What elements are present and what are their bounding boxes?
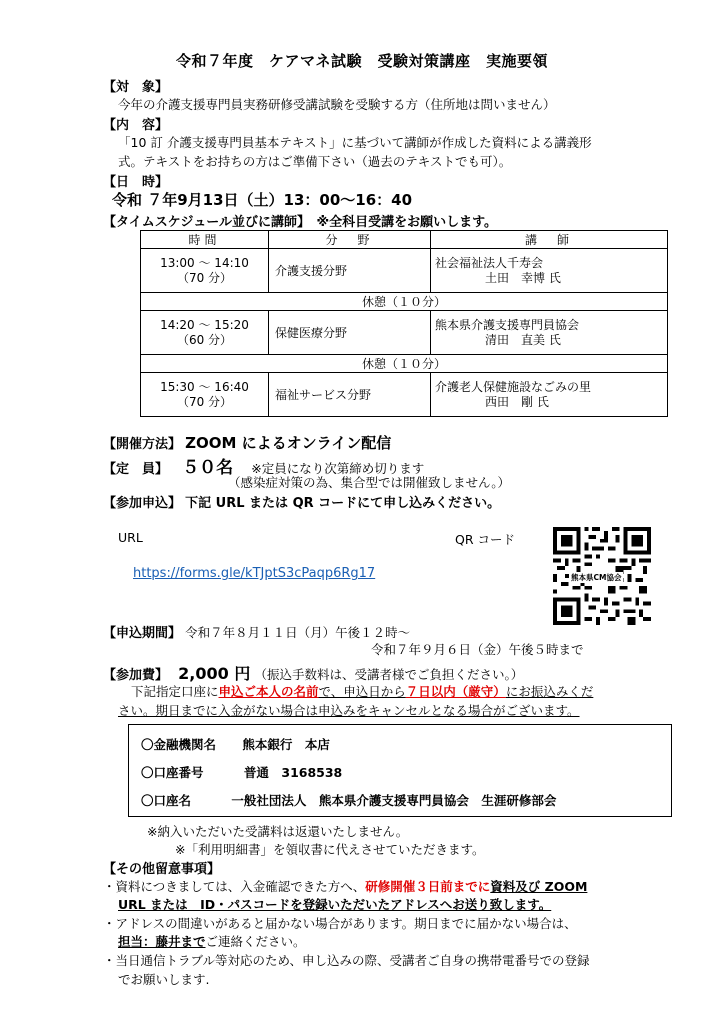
other-item2-line1: ・アドレスの間違いがあると届かない場合があります。期日までに届かない場合は、 <box>103 916 577 931</box>
other-item3-line1: ・当日通信トラブル等対応のため、申し込みの際、受講者ご自身の携帯電番号での登録 <box>103 953 590 968</box>
receipt-note: ※「利用明細書」を領収書に代えさせていただきます。 <box>175 842 485 857</box>
date-heading: 【日 時】 <box>103 175 169 190</box>
other-item2-text: ご連絡ください。 <box>205 934 306 949</box>
other-item1-text: ・資料につきましては、入金確認できた方へ、 <box>103 879 366 894</box>
apply-text: 下記 URL または QR コードにて申し込みください。 <box>185 496 501 511</box>
schedule-heading: 【タイムスケジュール並びに講師】 ※全科目受講をお願いします。 <box>103 215 498 230</box>
method-heading: 【開催方法】 <box>103 437 182 452</box>
session-time <box>141 373 269 417</box>
fee-amount: 2,000 円 <box>178 664 251 683</box>
period-line2: 令和７年９月６日（金）午後５時まで <box>371 642 584 657</box>
break-label: 休憩（１０分） <box>141 355 668 373</box>
fee-emphasis-name: 申込ご本人の名前 <box>218 684 319 699</box>
break-label: 休憩（１０分） <box>141 293 668 311</box>
application-form-link[interactable]: https://forms.gle/kTJptS3cPaqp6Rg17 <box>133 566 376 581</box>
fee-row <box>103 661 523 684</box>
session-field: 介護支援分野 <box>269 249 431 293</box>
session-duration: （70 分） <box>176 270 233 285</box>
apply-row <box>103 492 500 511</box>
schedule-table <box>140 230 668 417</box>
bank-name-value: 熊本銀行 本店 <box>242 737 330 752</box>
bank-holder-label: 〇口座名 <box>141 793 192 808</box>
refund-note: ※納入いただいた受講料は返還いたしません。 <box>147 824 409 839</box>
method-text: ZOOM によるオンライン配信 <box>185 434 392 452</box>
session-instructor <box>431 311 668 355</box>
session-row <box>141 373 668 417</box>
fee-instruction-line1 <box>131 682 593 700</box>
content-line2: 式。テキストをお持ちの方はご準備下さい（過去のテキストでも可）。 <box>118 154 512 169</box>
capacity-value: ５０名 <box>182 458 234 478</box>
capacity-note: ※定員になり次第締め切ります <box>251 461 425 476</box>
qr-center-caption: 熊本県CM協会 <box>571 573 622 582</box>
session-duration: （60 分） <box>176 332 233 347</box>
col-instructor-header: 講 師 <box>431 231 668 249</box>
url-label: URL <box>118 530 143 545</box>
bank-holder-value: 一般社団法人 熊本県介護支援専門員協会 生涯研修部会 <box>231 793 557 808</box>
instructor-name: 西田 剛 氏 <box>485 394 549 409</box>
fee-instruction-text: で、申込日から <box>318 684 406 699</box>
fee-note: （振込手数料は、受講者様でご負担ください。） <box>254 667 524 682</box>
session-time <box>141 249 269 293</box>
bank-name-label: 〇金融機関名 <box>141 737 217 752</box>
capacity-heading: 【定 員】 <box>103 462 169 477</box>
other-item1-line1 <box>103 877 587 895</box>
method-row <box>103 432 391 453</box>
break-row <box>141 293 668 311</box>
fee-instruction-text: 下記指定口座に <box>131 684 219 699</box>
bank-account-value: 普通 3168538 <box>243 765 343 780</box>
target-text: 今年の介護支援専門員実務研修受講試験を受験する方（住所地は問いません） <box>118 97 556 112</box>
col-field-header: 分 野 <box>269 231 431 249</box>
other-heading: 【その他留意事項】 <box>103 862 221 877</box>
session-field: 保健医療分野 <box>269 311 431 355</box>
fee-emphasis-deadline: ７日以内（厳守） <box>405 684 506 699</box>
fee-heading: 【参加費】 <box>103 668 169 683</box>
other-item1-line2: URL または ID・パスコードを登録いただいたアドレスへお送り致します。 <box>118 897 552 912</box>
instructor-name: 清田 直美 氏 <box>485 332 561 347</box>
bank-account-label: 〇口座番号 <box>141 765 204 780</box>
session-field: 福祉サービス分野 <box>269 373 431 417</box>
col-time-header: 時間 <box>141 231 269 249</box>
session-time-range: 15:30 ～ 16:40 <box>160 379 249 394</box>
schedule-header-row <box>141 231 668 249</box>
qr-label: QR コード <box>455 532 515 547</box>
instructor-org: 熊本県介護支援専門員協会 <box>435 317 580 332</box>
other-item3-line2: でお願いします. <box>118 972 210 987</box>
bank-holder-row <box>141 791 556 809</box>
contact-person: 担当：藤井まで <box>118 934 206 949</box>
page-title: 令和７年度 ケアマネ試験 受験対策講座 実施要領 <box>175 52 548 70</box>
session-instructor <box>431 249 668 293</box>
other-item1-text-bold: 資料及び ZOOM <box>490 879 588 894</box>
period-row <box>103 622 410 641</box>
bank-account-row <box>141 763 342 781</box>
other-item2-line2 <box>118 932 306 950</box>
instructor-org: 社会福祉法人千寿会 <box>435 255 544 270</box>
fee-instruction-text: にお振込みくだ <box>505 684 594 699</box>
session-row <box>141 311 668 355</box>
break-row <box>141 355 668 373</box>
content-line1: 「10 訂 介護支援専門員基本テキスト」に基づいて講師が作成した資料による講義形 <box>118 135 592 150</box>
other-item1-emphasis: 研修開催３日前までに <box>365 879 491 894</box>
date-text: 令和 ７年9月13日（土）13：00～16：40 <box>112 191 413 209</box>
instructor-org: 介護老人保健施設なごみの里 <box>435 379 592 394</box>
target-heading: 【対 象】 <box>103 80 169 95</box>
fee-instruction-line2: さい。期日までに入金がない場合は申込みをキャンセルとなる場合がございます。 <box>118 703 580 718</box>
session-time-range: 14:20 ～ 15:20 <box>160 317 249 332</box>
capacity-note2: （感染症対策の為、集合型では開催致しません。） <box>228 475 511 490</box>
apply-heading: 【参加申込】 <box>103 496 182 511</box>
session-instructor <box>431 373 668 417</box>
content-heading: 【内 容】 <box>103 118 169 133</box>
bank-name-row <box>141 735 330 753</box>
period-heading: 【申込期間】 <box>103 626 182 641</box>
session-duration: （70 分） <box>176 394 233 409</box>
instructor-name: 土田 幸博 氏 <box>485 270 561 285</box>
period-line1: 令和７年８月１１日（月）午後１２時～ <box>185 625 411 640</box>
session-time <box>141 311 269 355</box>
session-time-range: 13:00 ～ 14:10 <box>160 255 249 270</box>
session-row <box>141 249 668 293</box>
bank-account-box <box>128 724 672 817</box>
